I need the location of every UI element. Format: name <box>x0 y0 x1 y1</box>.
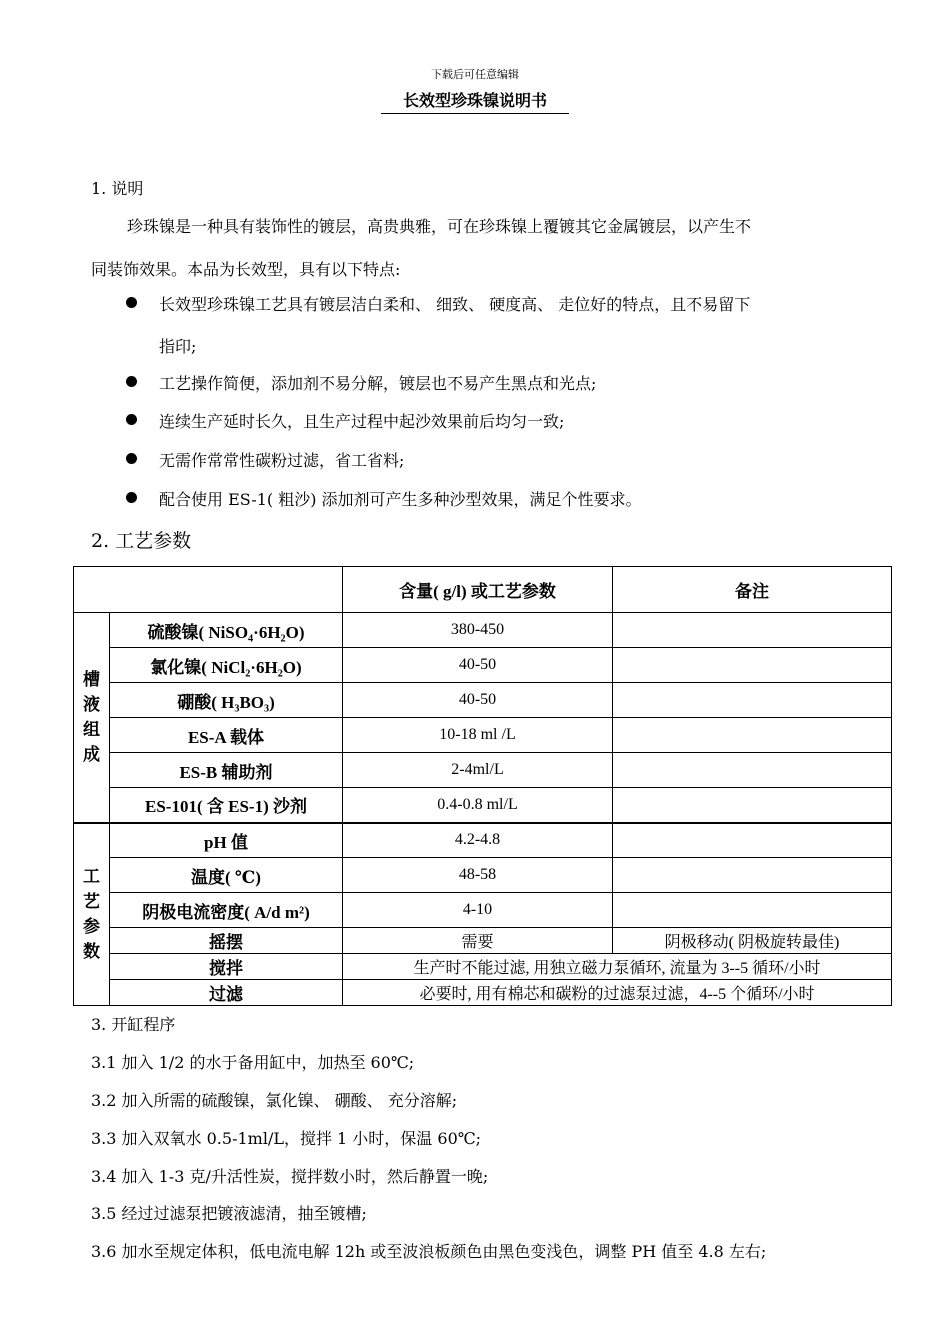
table-row <box>74 858 892 893</box>
table-row <box>74 893 892 928</box>
section-2-heading: 2. 工艺参数 <box>91 530 192 552</box>
intro-line-1: 珍珠镍是一种具有装饰性的镀层，高贵典雅，可在珍珠镍上覆镀其它金属镀层，以产生不 <box>127 217 752 236</box>
bullet-4: 无需作常常性碳粉过滤，省工省料; <box>159 451 405 470</box>
bullet-5: 配合使用 ES-1( 粗沙) 添加剂可产生多种沙型效果，满足个性要求。 <box>159 490 642 509</box>
table-row <box>74 753 892 788</box>
param-value: 需要 <box>343 928 613 954</box>
param-value: 必要时, 用有棉芯和碳粉的过滤泵过滤，4--5 个循环/小时 <box>343 980 892 1006</box>
group-label-bath-composition <box>74 613 110 823</box>
table-header-blank <box>74 567 343 613</box>
param-name: 摇摆 <box>110 928 343 954</box>
param-note <box>613 613 892 648</box>
param-name: ES-101( 含 ES-1) 沙剂 <box>110 788 343 823</box>
bullet-dot <box>126 492 137 503</box>
table-row <box>74 928 892 954</box>
bullet-dot <box>126 376 137 387</box>
param-name: 过滤 <box>110 980 343 1006</box>
param-note <box>613 753 892 788</box>
param-name: 温度( ℃) <box>110 858 343 893</box>
table-row <box>74 823 892 858</box>
intro-line-2: 同装饰效果。本品为长效型，具有以下特点: <box>91 260 401 279</box>
section-3-heading: 3. 开缸程序 <box>91 1015 176 1034</box>
param-name: ES-A 载体 <box>110 718 343 753</box>
step-3-6: 3.6 加水至规定体积，低电流电解 12h 或至波浪板颜色由黑色变浅色，调整 PH 值至 4.8 左右; <box>91 1242 767 1261</box>
param-value: 380-450 <box>343 613 613 648</box>
document-title <box>0 88 950 114</box>
bullet-3: 连续生产延时长久，且生产过程中起沙效果前后均匀一致; <box>159 412 565 431</box>
param-value: 40-50 <box>343 648 613 683</box>
step-3-5: 3.5 经过过滤泵把镀液滤清，抽至镀槽; <box>91 1204 367 1223</box>
step-3-1: 3.1 加入 1/2 的水于备用缸中，加热至 60℃; <box>91 1053 415 1072</box>
param-value: 4.2-4.8 <box>343 823 613 858</box>
param-note <box>613 683 892 718</box>
param-value: 48-58 <box>343 858 613 893</box>
table-row <box>74 613 892 648</box>
param-value: 2-4ml/L <box>343 753 613 788</box>
param-note <box>613 718 892 753</box>
bullet-1-line-1: 长效型珍珠镍工艺具有镀层洁白柔和、 细致、 硬度高、 走位好的特点，且不易留下 <box>159 295 751 314</box>
param-value: 生产时不能过滤, 用独立磁力泵循环, 流量为 3--5 循环/小时 <box>343 954 892 980</box>
param-name: 硫酸镍( NiSO₄·6H₂O) <box>110 613 343 648</box>
document-title-text: 长效型珍珠镍说明书 <box>381 88 569 114</box>
step-3-4: 3.4 加入 1-3 克/升活性炭，搅拌数小时，然后静置一晚; <box>91 1167 489 1186</box>
param-value: 10-18 ml /L <box>343 718 613 753</box>
param-value: 4-10 <box>343 893 613 928</box>
param-note <box>613 823 892 858</box>
step-3-2: 3.2 加入所需的硫酸镍，氯化镍、 硼酸、 充分溶解; <box>91 1091 458 1110</box>
bullet-dot <box>126 297 137 308</box>
table-header-note: 备注 <box>613 567 892 613</box>
group-label-text: 槽液组成 <box>83 670 100 765</box>
param-note <box>613 788 892 823</box>
param-note <box>613 893 892 928</box>
param-note <box>613 858 892 893</box>
table-row <box>74 954 892 980</box>
table-row <box>74 648 892 683</box>
param-name: ES-B 辅助剂 <box>110 753 343 788</box>
table-row <box>74 980 892 1006</box>
table-row <box>74 788 892 823</box>
table-row <box>74 718 892 753</box>
bullet-1-line-2: 指印; <box>159 337 197 356</box>
param-note <box>613 648 892 683</box>
bullet-dot <box>126 414 137 425</box>
param-value: 0.4-0.8 ml/L <box>343 788 613 823</box>
table-header-row <box>74 567 892 613</box>
param-value: 40-50 <box>343 683 613 718</box>
bullet-2: 工艺操作简便，添加剂不易分解，镀层也不易产生黑点和光点; <box>159 374 597 393</box>
watermark-text: 下载后可任意编辑 <box>431 68 519 81</box>
section-1-heading: 1. 说明 <box>91 179 144 198</box>
param-note: 阴极移动( 阴极旋转最佳) <box>613 928 892 954</box>
group-label-process-parameters <box>74 823 110 1006</box>
table-header-content: 含量( g/l) 或工艺参数 <box>343 567 613 613</box>
param-name: 硼酸( H₃BO₃) <box>110 683 343 718</box>
group-label-text: 工艺参数 <box>83 867 100 962</box>
step-3-3: 3.3 加入双氧水 0.5-1ml/L，搅拌 1 小时，保温 60℃; <box>91 1129 482 1148</box>
table-row <box>74 683 892 718</box>
param-name: 氯化镍( NiCl₂·6H₂O) <box>110 648 343 683</box>
param-name: 搅拌 <box>110 954 343 980</box>
param-name: pH 值 <box>110 823 343 858</box>
bullet-dot <box>126 453 137 464</box>
param-name: 阴极电流密度( A/d m²) <box>110 893 343 928</box>
process-parameters-table <box>73 566 892 1006</box>
